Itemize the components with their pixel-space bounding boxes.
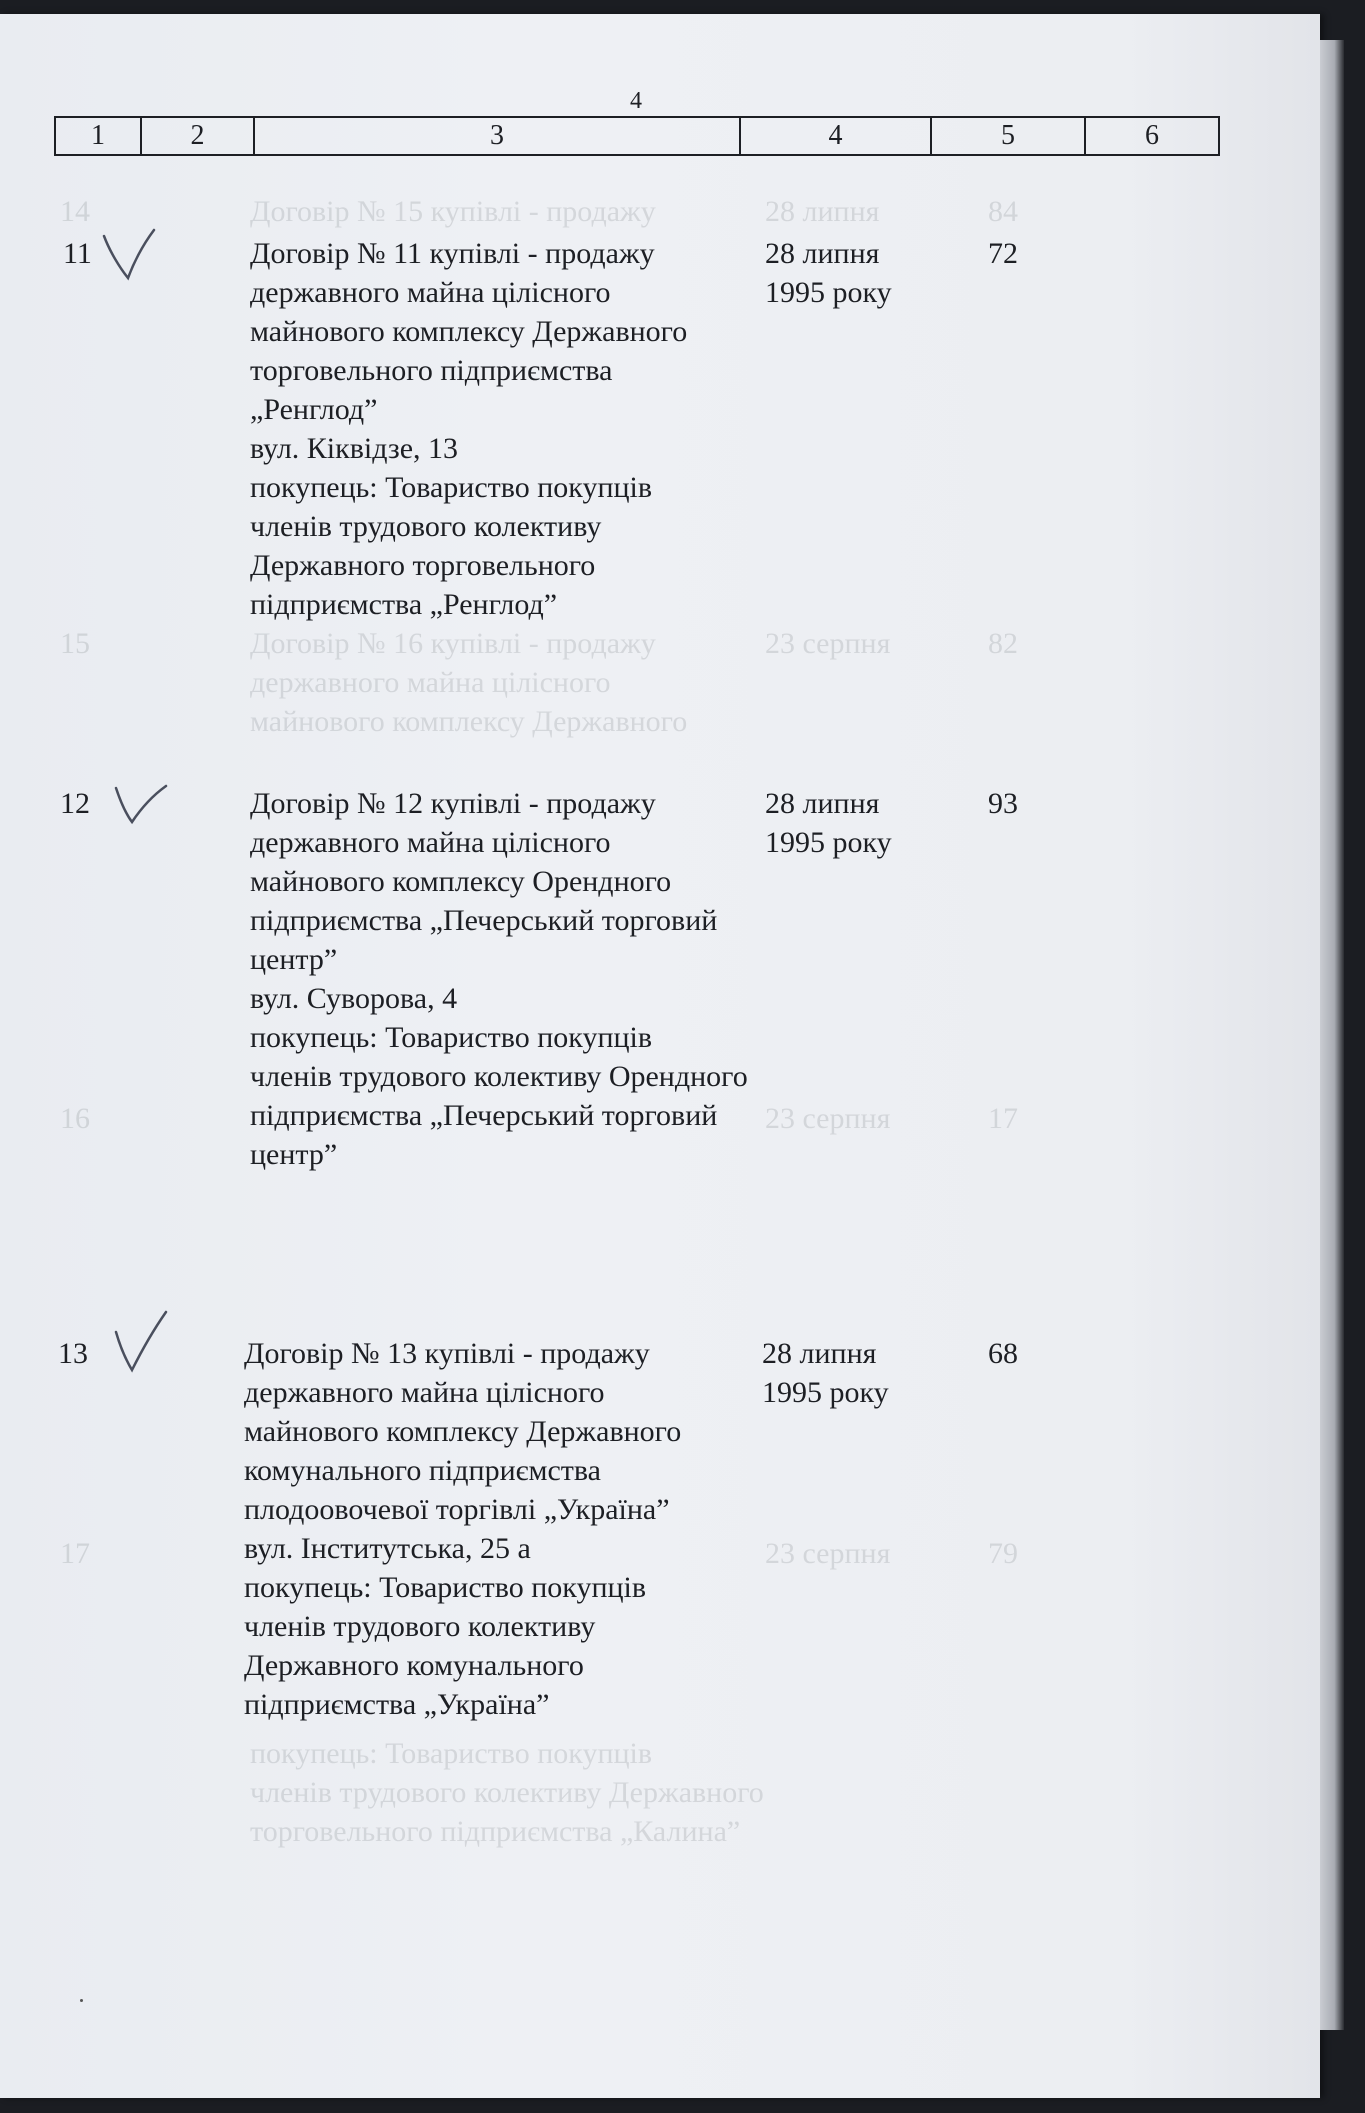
- document-page: 14 Договір № 15 купівлі - продажу 28 липня 84 15 Договір № 16 купівлі - продажу 23 серпня 82 державного майна цілісного майнового комплексу Державного 16 23 серпня 17 17 23 серпня 79 покупець: Товариство покупців членів трудового колективу Державного торговельного підприємства „Калина” 4 1 2 3 4 5 6 11 Договір № 11 купівлі - продажу державного майна цілісного майнового комплексу Державного торговельного підприємства „Ренглод” вул. Кіквідзе, 13 покупець: Товариство покупців членів трудового колективу Державного торговельного підприємства „Ренглод” 28 липня 1995 року 72 12 Договір № 12 купівлі - продажу державного майна цілісного майнового комплексу Орендного підприємства „Печерський торговий центр” вул. Суворова, 4 покупець: Товариство покупців членів трудового колективу Орендного підприємства „Печерський торговий центр” 28 липня 1995 року 93 13 Договір № 13 купівлі - продажу державного майна цілісного майнового комплексу Державного комунального підприємства плодоовочевої торгівлі „Україна” вул. Інститутська, 25 а покупець: Товариство покупців членів трудового колективу Державного комунального підприємства „Україна” 28 липня 1995 року 68: [0, 14, 1320, 2098]
- date-line: 28 липня: [765, 787, 880, 820]
- checkmark-icon: [112, 774, 172, 834]
- description-line: покупець: Товариство покупців: [250, 1021, 653, 1054]
- date-line: 1995 року: [762, 1376, 889, 1409]
- entry-description: [250, 234, 790, 624]
- description-line: комунального підприємства: [244, 1454, 601, 1487]
- column-header-2: 2: [141, 117, 254, 155]
- entry-number: 12: [60, 787, 90, 820]
- date-line: 28 липня: [765, 237, 880, 270]
- column-header-4: 4: [740, 117, 931, 155]
- paper-speck: [80, 1999, 83, 2002]
- description-line: майнового комплексу Орендного: [250, 865, 672, 898]
- description-line: державного майна цілісного: [250, 826, 611, 859]
- checkmark-icon: [112, 1308, 172, 1378]
- description-line: членів трудового колективу: [244, 1610, 596, 1643]
- description-line: членів трудового колективу: [250, 510, 602, 543]
- description-line: плодоовочевої торгівлі „Україна”: [244, 1493, 670, 1526]
- description-line: Договір № 13 купівлі - продажу: [244, 1337, 650, 1370]
- entry-page-count: 93: [988, 787, 1018, 820]
- date-line: 1995 року: [765, 826, 892, 859]
- list-item: [0, 1324, 1300, 1724]
- list-item: [0, 774, 1300, 1174]
- description-line: майнового комплексу Державного: [244, 1415, 682, 1448]
- entry-description: [244, 1334, 784, 1724]
- page-edge: [1320, 40, 1344, 2030]
- description-line: майнового комплексу Державного: [250, 315, 688, 348]
- description-line: Державного комунального: [244, 1649, 584, 1682]
- column-header-row: [54, 116, 1220, 156]
- column-header-3: 3: [254, 117, 740, 155]
- description-line: покупець: Товариство покупців: [244, 1571, 647, 1604]
- description-line: вул. Інститутська, 25 а: [244, 1532, 531, 1565]
- description-line: членів трудового колективу Орендного: [250, 1060, 748, 1093]
- description-line: Договір № 12 купівлі - продажу: [250, 787, 656, 820]
- entry-date: [762, 1334, 889, 1412]
- description-line: підприємства „Печерський торговий: [250, 1099, 718, 1132]
- description-line: центр”: [250, 943, 338, 976]
- entry-page-count: 68: [988, 1337, 1018, 1370]
- description-line: підприємства „Ренглод”: [250, 588, 558, 621]
- column-header-1: 1: [55, 117, 141, 155]
- description-line: Договір № 11 купівлі - продажу: [250, 237, 655, 270]
- description-line: державного майна цілісного: [250, 276, 611, 309]
- entry-description: [250, 784, 790, 1174]
- entry-page-count: 72: [988, 237, 1018, 270]
- description-line: торговельного підприємства: [250, 354, 613, 387]
- page-number: 4: [630, 88, 642, 114]
- description-line: підприємства „Україна”: [244, 1688, 550, 1721]
- entry-number: 13: [58, 1337, 88, 1370]
- description-line: підприємства „Печерський торговий: [250, 904, 718, 937]
- entry-date: [765, 784, 892, 862]
- description-line: Державного торговельного: [250, 549, 596, 582]
- entry-date: [765, 234, 892, 312]
- column-header-6: 6: [1085, 117, 1219, 155]
- list-item: [0, 224, 1300, 624]
- description-line: державного майна цілісного: [244, 1376, 605, 1409]
- description-line: центр”: [250, 1138, 338, 1171]
- date-line: 1995 року: [765, 276, 892, 309]
- description-line: „Ренглод”: [250, 393, 378, 426]
- description-line: вул. Кіквідзе, 13: [250, 432, 459, 465]
- date-line: 28 липня: [762, 1337, 877, 1370]
- checkmark-icon: [98, 226, 158, 286]
- column-header-5: 5: [931, 117, 1085, 155]
- description-line: вул. Суворова, 4: [250, 982, 458, 1015]
- entry-number: 11: [63, 237, 92, 270]
- description-line: покупець: Товариство покупців: [250, 471, 653, 504]
